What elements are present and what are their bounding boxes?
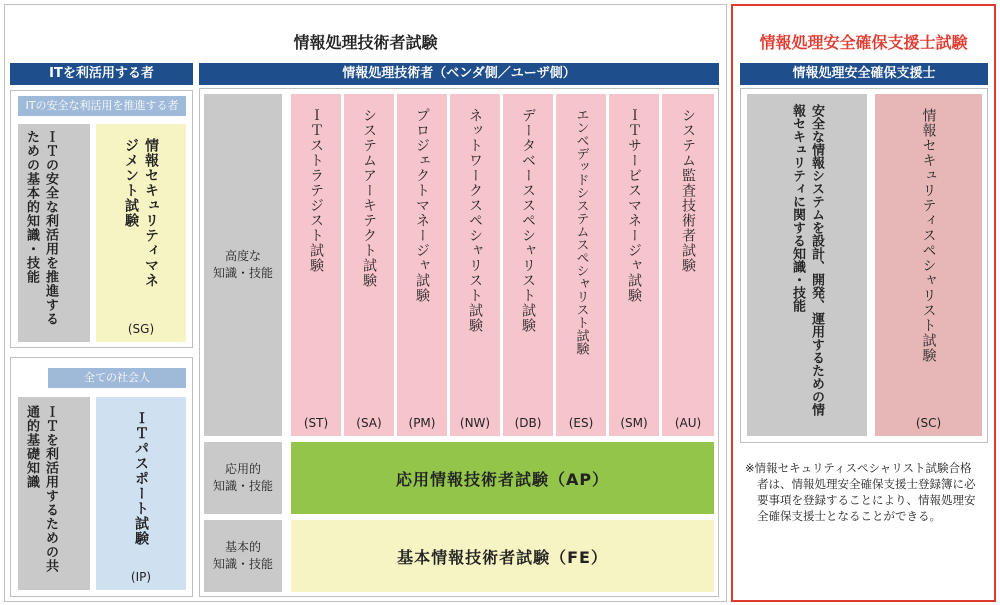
exam-st-name: ＩＴストラテジスト試験 [308,108,324,273]
level-basic-box [204,520,282,592]
exam-ap-name: 応用情報技術者試験（AP） [395,469,610,489]
left-header: ITを利活用する者 [10,63,193,85]
exam-sm-code: (SM) [620,416,648,430]
sub-header-2: 全ての社会人 [48,368,186,388]
exam-sa-name: システムアーキテクト試験 [361,108,377,288]
exam-es [556,94,606,436]
ip-desc-box [18,397,90,590]
sg-desc-text: ＩＴの安全な利活用を推進するための基本的知識・技能 [24,130,58,326]
exam-db-name: データベーススペシャリスト試験 [520,108,536,333]
exam-au [662,94,714,436]
exam-sm [609,94,659,436]
ip-code: (IP) [130,570,152,584]
exam-sa-code: (SA) [356,416,382,430]
sc-exam-name: 情報セキュリティスペシャリスト試験 [920,108,937,363]
center-header: 情報処理技術者（ベンダ側／ユーザ側） [199,63,719,85]
level-basic-line2: 知識・技能 [212,557,273,571]
exam-nw [450,94,500,436]
exam-au-code: (AU) [674,416,702,430]
sc-exam-box [875,94,982,436]
level-high-box [204,94,282,436]
level-basic-line1: 基本的 [224,540,261,554]
sg-exam-box [96,124,186,342]
exam-es-name: エンベデッドシステムスペシャリスト試験 [573,108,589,355]
exam-es-code: (ES) [568,416,594,430]
exam-pm-name: プロジェクトマネージャ試験 [414,108,430,303]
exam-au-name: システム監査技術者試験 [680,108,696,273]
level-applied-line1: 応用的 [224,462,261,476]
exam-sm-name: ＩＴサービスマネージャ試験 [626,108,642,303]
level-high-line2: 知識・技能 [212,266,273,280]
exam-nw-name: ネットワークスペシャリスト試験 [467,108,483,333]
sc-desc-text: 安全な情報システムを設計、開発、運用するための情報セキュリティに関する知識・技能 [790,104,824,416]
right-header: 情報処理安全確保支援士 [740,63,988,85]
sc-code: (SC) [915,416,942,430]
level-applied-box [204,442,282,514]
exam-nw-code: (NW) [459,416,491,430]
exam-pm [397,94,447,436]
exam-st [291,94,341,436]
level-high-line1: 高度な [224,249,261,263]
right-title: 情報処理安全確保支援士試験 [759,33,968,52]
level-applied-line2: 知識・技能 [212,479,273,493]
exam-db [503,94,553,436]
exam-pm-code: (PM) [408,416,436,430]
sc-desc-box [747,94,867,436]
exam-sa [344,94,394,436]
sg-exam-name: 情報セキュリティマネジメント試験 [123,138,159,288]
exam-db-code: (DB) [514,416,542,430]
exam-ap [291,442,714,514]
sg-code: (SG) [127,322,155,336]
note-text: ※情報セキュリティスペシャリスト試験合格者は、情報処理安全確保支援士登録簿に必要事項を登録することにより、情報処理安全確保支援士となることができる。 [745,461,976,523]
main-title: 情報処理技術者試験 [293,33,438,52]
exam-st-code: (ST) [303,416,329,430]
sub-header-1: ITの安全な利活用を推進する者 [18,96,186,116]
exam-fe-name: 基本情報技術者試験（FE） [397,547,608,567]
ip-exam-box [96,397,186,590]
sg-desc-box [18,124,90,342]
ip-exam-name: ＩＴパスポート試験 [133,411,149,546]
exam-fe [291,520,714,592]
ip-desc-text: ＩＴを利活用するための共通的基礎知識 [24,405,58,573]
